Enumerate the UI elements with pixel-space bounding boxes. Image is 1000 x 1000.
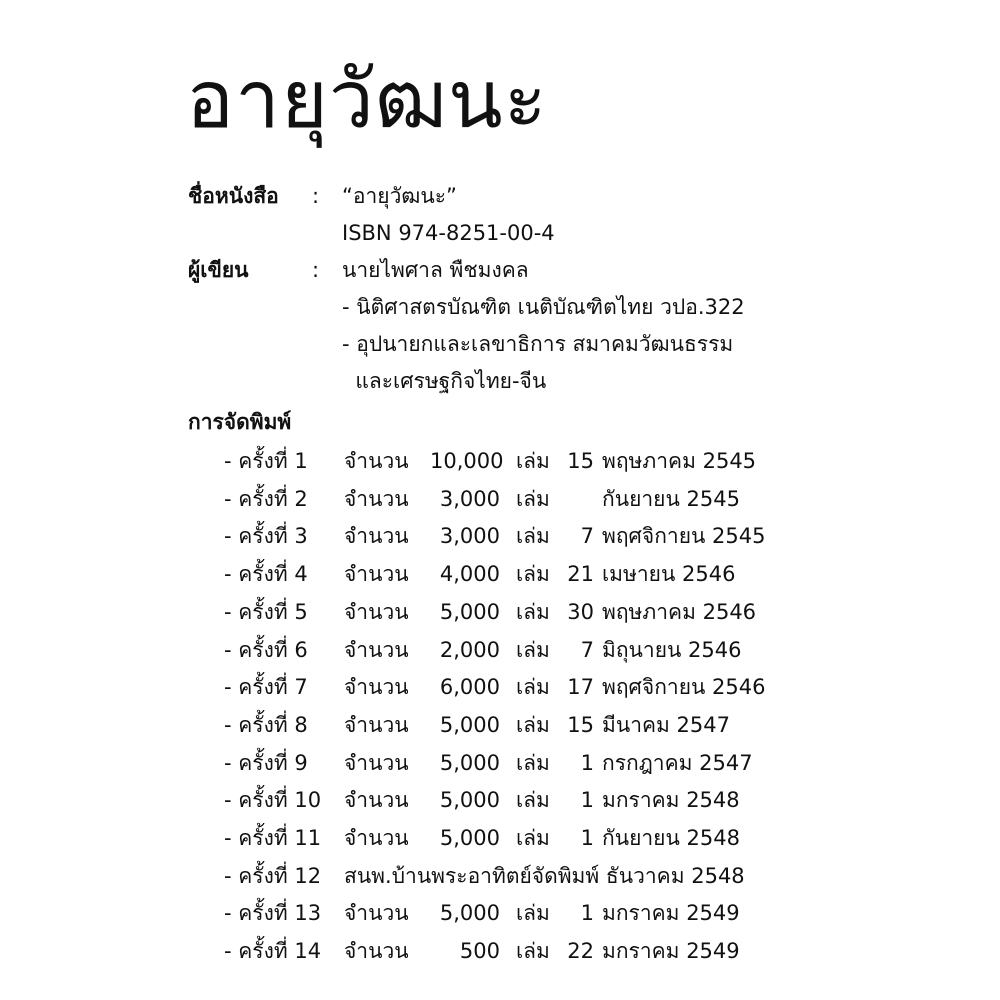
- printing-row: [224, 782, 984, 820]
- info-label: [188, 363, 312, 400]
- printing-unit: จำนวน: [344, 637, 409, 662]
- printing-quantity: 5,000: [439, 788, 500, 813]
- printing-edition: - ครั้งที่ 13: [224, 901, 322, 926]
- printing-date: พฤษภาคม 2545: [602, 449, 757, 473]
- printing-date: พฤศจิกายน 2546: [602, 675, 766, 700]
- printing-date: กรกฎาคม 2547: [602, 750, 753, 775]
- info-row-credential-2: [188, 326, 968, 363]
- printing-edition: - ครั้งที่ 11: [224, 826, 322, 851]
- printing-date: กันยายน 2548: [602, 826, 740, 851]
- printing-volume-unit: เล่ม: [516, 675, 550, 700]
- printing-edition: - ครั้งที่ 2: [224, 486, 308, 511]
- printing-edition: - ครั้งที่ 6: [224, 637, 308, 662]
- printing-unit: จำนวน: [344, 562, 409, 587]
- printing-day: 15: [567, 712, 594, 737]
- printing-quantity: 2,000: [439, 637, 500, 662]
- printing-unit: จำนวน: [344, 599, 409, 624]
- printing-row: [224, 858, 984, 896]
- printing-date: มกราคม 2549: [602, 939, 740, 964]
- printing-heading: การจัดพิมพ์: [188, 410, 292, 434]
- printing-day: 7: [580, 637, 594, 662]
- info-colon: :: [312, 258, 320, 282]
- printing-row: [224, 707, 984, 745]
- printing-volume-unit: เล่ม: [516, 712, 550, 737]
- printing-quantity: 4,000: [439, 562, 500, 587]
- printing-row: [224, 632, 984, 670]
- printing-quantity: 5,000: [439, 712, 500, 737]
- printing-edition: - ครั้งที่ 9: [224, 750, 308, 775]
- book-info: [188, 178, 968, 400]
- printing-quantity: 5,000: [439, 901, 500, 926]
- printing-row: [224, 745, 984, 783]
- printing-date: มิถุนายน 2546: [602, 637, 742, 662]
- printing-quantity: 3,000: [439, 524, 500, 549]
- info-value: นายไพศาล พืชมงคล: [342, 258, 529, 282]
- printing-row: [224, 933, 984, 971]
- printing-quantity: 5,000: [439, 826, 500, 851]
- printing-volume-unit: เล่ม: [516, 788, 550, 813]
- printing-row: [224, 481, 984, 519]
- printing-unit: จำนวน: [344, 524, 409, 549]
- printing-volume-unit: เล่ม: [516, 524, 550, 549]
- printing-date: มีนาคม 2547: [602, 712, 730, 737]
- printing-volume-unit: เล่ม: [516, 750, 550, 775]
- printing-volume-unit: เล่ม: [516, 599, 550, 624]
- printing-edition: - ครั้งที่ 5: [224, 599, 308, 624]
- printing-unit: จำนวน: [344, 788, 409, 813]
- printing-unit: จำนวน: [344, 750, 409, 775]
- info-label: [188, 215, 312, 252]
- info-value: - อุปนายกและเลขาธิการ สมาคมวัฒนธรรม: [342, 332, 734, 356]
- printing-date: เมษายน 2546: [602, 562, 736, 587]
- printing-quantity: 5,000: [439, 599, 500, 624]
- printing-day: 1: [580, 901, 594, 926]
- printing-day: 7: [580, 524, 594, 549]
- printing-unit: จำนวน: [344, 449, 409, 473]
- printing-edition: - ครั้งที่ 1: [224, 449, 308, 473]
- info-label: [188, 289, 312, 326]
- printing-note: สนพ.บ้านพระอาทิตย์จัดพิมพ์ ธันวาคม 2548: [344, 863, 745, 888]
- printing-date: มกราคม 2548: [602, 788, 740, 813]
- printing-row: [224, 895, 984, 933]
- printing-quantity: 10,000: [430, 449, 504, 473]
- printing-day: 1: [580, 788, 594, 813]
- printing-date: กันยายน 2545: [602, 486, 740, 511]
- printing-edition: - ครั้งที่ 10: [224, 788, 322, 813]
- printing-edition: - ครั้งที่ 8: [224, 712, 308, 737]
- printing-unit: จำนวน: [344, 712, 409, 737]
- info-label: [188, 326, 312, 363]
- printing-day: 1: [580, 750, 594, 775]
- printing-date: พฤษภาคม 2546: [602, 599, 757, 624]
- printing-unit: จำนวน: [344, 826, 409, 851]
- printing-volume-unit: เล่ม: [516, 562, 550, 587]
- printing-row: [224, 443, 984, 481]
- printing-row: [224, 669, 984, 707]
- printing-row: [224, 594, 984, 632]
- printing-volume-unit: เล่ม: [516, 939, 550, 964]
- printing-volume-unit: เล่ม: [516, 826, 550, 851]
- printing-unit: จำนวน: [344, 939, 409, 964]
- printing-day: 1: [580, 826, 594, 851]
- printing-day: 22: [567, 939, 594, 964]
- info-row-book-name: [188, 178, 968, 215]
- printing-volume-unit: เล่ม: [516, 486, 550, 511]
- printing-row: [224, 556, 984, 594]
- printing-date: มกราคม 2549: [602, 901, 740, 926]
- printing-day: 30: [567, 599, 594, 624]
- printing-day: 15: [567, 449, 594, 473]
- printing-day: [562, 481, 594, 519]
- printing-date: พฤศจิกายน 2545: [602, 524, 766, 549]
- printing-quantity: 5,000: [439, 750, 500, 775]
- info-row-credential-2-cont: [188, 363, 968, 400]
- printing-edition: - ครั้งที่ 3: [224, 524, 308, 549]
- info-value: ISBN 974-8251-00-4: [342, 221, 555, 245]
- info-label: ผู้เขียน: [188, 258, 249, 282]
- printing-day: 21: [567, 562, 594, 587]
- info-value: และเศรษฐกิจไทย-จีน: [342, 369, 547, 393]
- printing-edition: - ครั้งที่ 14: [224, 939, 322, 964]
- printing-unit: จำนวน: [344, 486, 409, 511]
- info-row-author: [188, 252, 968, 289]
- printing-day: 17: [567, 675, 594, 700]
- printing-edition: - ครั้งที่ 12: [224, 863, 322, 888]
- info-row-credential-1: [188, 289, 968, 326]
- printing-edition: - ครั้งที่ 7: [224, 675, 308, 700]
- book-title: อายุวัฒนะ: [186, 53, 548, 146]
- printing-row: [224, 518, 984, 556]
- info-row-isbn: [188, 215, 968, 252]
- printing-row: [224, 820, 984, 858]
- printing-quantity: 500: [459, 939, 500, 964]
- printing-unit: จำนวน: [344, 675, 409, 700]
- info-value: “อายุวัฒนะ”: [342, 184, 457, 208]
- printing-volume-unit: เล่ม: [516, 449, 550, 473]
- printing-volume-unit: เล่ม: [516, 901, 550, 926]
- printing-quantity: 3,000: [439, 486, 500, 511]
- printing-quantity: 6,000: [439, 675, 500, 700]
- printing-edition: - ครั้งที่ 4: [224, 562, 308, 587]
- printing-unit: จำนวน: [344, 901, 409, 926]
- printing-volume-unit: เล่ม: [516, 637, 550, 662]
- info-label: ชื่อหนังสือ: [188, 184, 279, 208]
- info-value: - นิติศาสตรบัณฑิต เนติบัณฑิตไทย วปอ.322: [342, 295, 745, 319]
- printing-list: [224, 443, 984, 971]
- info-colon: :: [312, 184, 320, 208]
